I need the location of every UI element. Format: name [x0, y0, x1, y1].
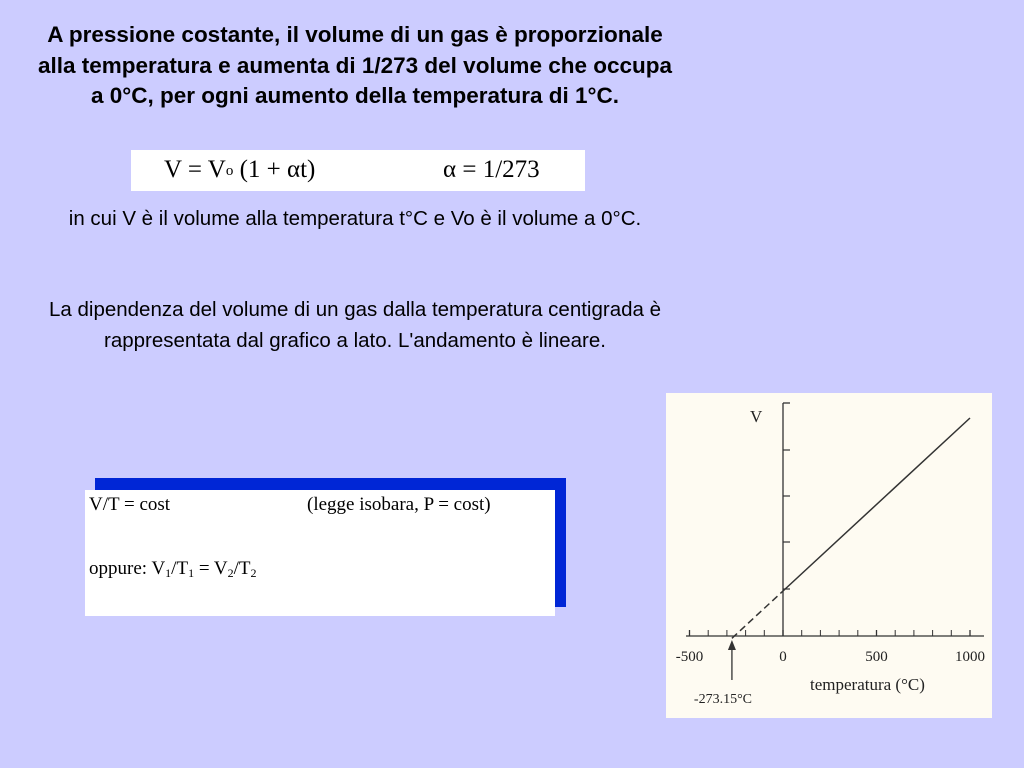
x-tick-label: 0: [779, 649, 787, 665]
volume-formula: $V = V_o$ (1 + αt): [164, 156, 316, 183]
slide-title: A pressione costante, il volume di un gas è proporzionale alla temperatura e aumenta di 1/273 del volume che occupa a 0°C, per ogni aumento della temperatura di 1°C.: [38, 22, 672, 108]
alpha-formula: α = 1/273: [443, 156, 540, 183]
law-alternate-equation: oppure: $V_1/T_1 = V_2/T_2$: [89, 558, 257, 580]
x-axis-label: temperatura (°C): [810, 675, 925, 694]
formula-box: [131, 150, 585, 191]
x-tick-label: 1000: [955, 649, 985, 665]
graph-description-paragraph: La dipendenza del volume di un gas dalla temperatura centigrada è rappresentata dal grafico a lato. L'andamento è lineare.: [49, 298, 661, 352]
x-ticks: [690, 630, 971, 636]
annotation-label: -273.15°C: [693, 692, 753, 707]
isobaric-law-box: [85, 490, 555, 616]
x-tick-label: -500: [675, 649, 704, 665]
axes: [686, 403, 984, 636]
explanation-paragraph: in cui V è il volume alla temperatura t°C e Vo è il volume a 0°C.: [68, 207, 642, 230]
volume-temperature-chart: [666, 393, 992, 718]
series-layer: [732, 418, 970, 638]
volume-line: [783, 418, 970, 591]
extrapolated-line: [732, 591, 783, 638]
law-equation: V/T = cost: [89, 494, 171, 515]
chart-svg: [666, 393, 992, 718]
y-axis-label: V: [750, 407, 763, 426]
law-name: (legge isobara, P = cost): [307, 494, 491, 515]
annotation-arrow-head: [728, 640, 736, 650]
y-ticks: [783, 450, 790, 589]
tick-labels: [676, 649, 985, 665]
x-tick-label: 500: [865, 649, 888, 665]
